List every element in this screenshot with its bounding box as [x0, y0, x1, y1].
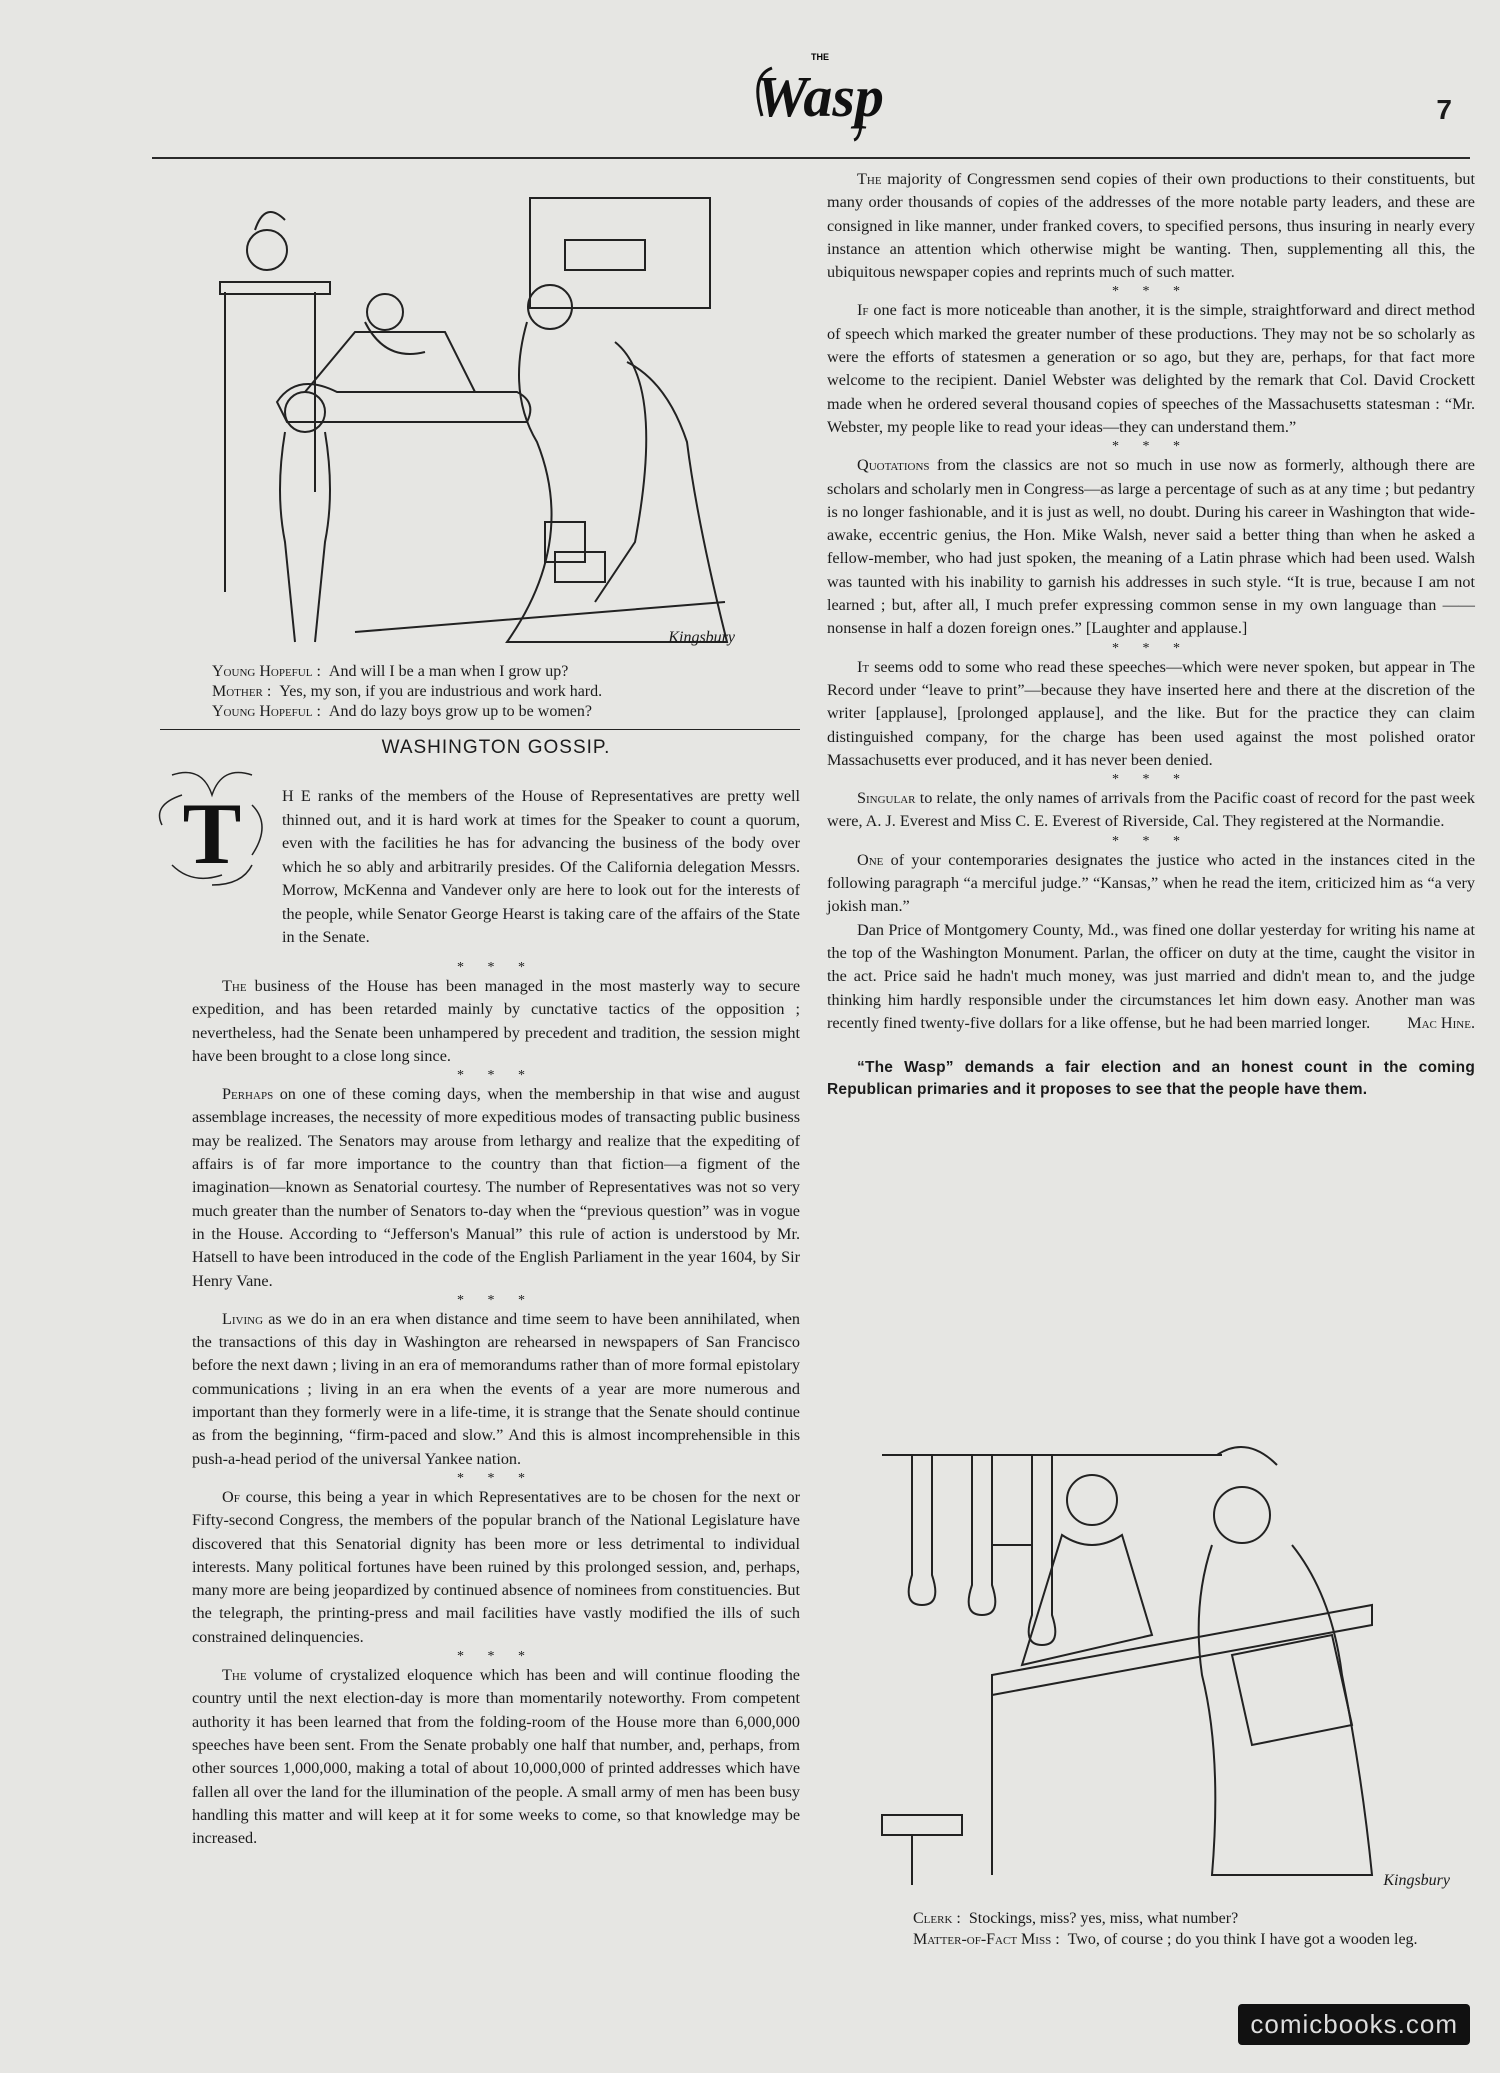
paragraph: The business of the House has been managed in the most masterly way to secure expedition, and has been retarded mainly by cunctative tactics of the opposition ; nevertheless, had the Senate been unhampered by precedent and tradition, the session might have been brought to a close long since.	[192, 977, 800, 1065]
left-column	[192, 960, 800, 1850]
separator-stars: * * *	[457, 960, 535, 975]
caption-line: Young Hopeful : And do lazy boys grow up to be women?	[212, 703, 592, 720]
separator-stars: * * *	[457, 1649, 535, 1665]
caption-line: Matter-of-Fact Miss : Two, of course ; do you think I have got a wooden leg.	[913, 1931, 1418, 1948]
separator-stars: * * *	[1112, 833, 1190, 849]
separator-stars: * * *	[457, 1470, 535, 1486]
caption-text: And will I be a man when I grow up?	[328, 663, 569, 680]
caption-speaker: Young Hopeful	[212, 703, 313, 720]
illustration-signature: Kingsbury	[1383, 1872, 1450, 1889]
masthead	[0, 36, 1500, 146]
section-rule	[160, 729, 800, 730]
illustration-caption	[212, 662, 772, 722]
editorial-notice: “The Wasp” demands a fair election and an honest count in the coming Republican primaries and it proposes to see that the people have them.	[827, 1059, 1475, 1099]
caption-text: Yes, my son, if you are industrious and work hard.	[279, 683, 603, 700]
illustration-stocking-shop	[872, 1425, 1460, 1895]
right-column	[827, 168, 1475, 1101]
separator-stars: * * *	[457, 1068, 535, 1084]
page-number: 7	[1436, 94, 1452, 125]
illustration-caption	[873, 1908, 1463, 1950]
dropcap-letter: T	[182, 786, 242, 883]
article-title: WASHINGTON GOSSIP.	[381, 737, 611, 758]
caption-line: Clerk : Stockings, miss? yes, miss, what number?	[913, 1910, 1239, 1927]
caption-text: And do lazy boys grow up to be women?	[328, 703, 592, 720]
paragraph: One of your contemporaries designates the justice who acted in the instances cited in the following paragraph “a merciful judge.” “Kansas,” when he read the item, criticized him as “a very jokish man.”	[827, 850, 1475, 916]
article-first-paragraph: H E ranks of the members of the House of Representatives are pretty well thinned out, and it is hard work at times for the Speaker to count a quorum, even with the facilities he has for advancing the business of the body over which he so ably and arbitrarily presides. Of the California delegation Messrs. Morrow, McKenna and Vandever only are here to look out for the interests of the people, while Senator George Hearst is taking care of the affairs of the State in the Senate.	[282, 787, 801, 946]
masthead-rule	[152, 157, 1470, 159]
paragraph: It seems odd to some who read these speeches—which were never spoken, but appear in The Record under “leave to print”—because they have inserted here and there at the discretion of the writer [applause], [prolonged applause], and the like. But for the practice they can claim distinguished company, for the charge has been used against the most polished orator Massachusetts ever produced, and it has never been denied.	[827, 657, 1476, 769]
article-signature: Mac Hine.	[1407, 1013, 1475, 1032]
paragraph: Quotations from the classics are not so much in use now as formerly, although there are scholars and scholarly men in Congress—as large a percentage of such as at any time ; but pedantry is no longer fashionable, and it is just as well, no doubt. During his career in Washington that wide-awake, eccentric genius, the Hon. Mike Walsh, never said a better thing than when he asked a fellow-member, who had just spoken, the meaning of a Latin phrase which had been used. Walsh was taunted with his inability to garnish his addresses in such style. “It is true, because I am not learned ; but, after all, I much prefer expressing common sense in my own language than —— nonsense in half a dozen foreign ones.” [Laughter and applause.]	[827, 456, 1475, 638]
separator-stars: * * *	[1112, 640, 1190, 656]
illustration-mother-and-son	[215, 192, 745, 652]
caption-line: Mother : Yes, my son, if you are industrious and work hard.	[212, 683, 603, 700]
logo-text: Wasp	[756, 64, 884, 129]
caption-speaker: Mother	[212, 683, 263, 700]
paragraph: The majority of Congressmen send copies of their own productions to their constituents, but many order thousands of copies of the addresses of the more notable party leaders, and these are consigned in like manner, under franked covers, to specified persons, thus insuring in nearly every instance an attention which otherwise might be wanting. Then, supplementing all this, the ubiquitous newspaper copies and reprints much of such matter.	[827, 170, 1476, 282]
separator-stars: * * *	[1112, 439, 1190, 455]
paragraph: Dan Price of Montgomery County, Md., was fined one dollar yesterday for writing his name at the top of the Washington Monument. Parlan, the officer on duty at the time, caught the visitor in the act. Price said he hadn't much money, was just married and didn't mean to, and the judge thinking him hardly responsible under the circumstances let him down easy. Another man was recently fined twenty-five dollars for a like offense, but he had been married longer. Mac Hine.	[827, 919, 1475, 1035]
separator-stars: * * *	[457, 1292, 535, 1308]
caption-speaker: Young Hopeful	[212, 663, 313, 680]
paragraph: If one fact is more noticeable than another, it is the simple, straightforward and direct method of speech which marked the greater number of these productions. They may not be so scholarly as were the efforts of statesmen a generation or so ago, but they are, perhaps, for that fact more welcome to the recipient. Daniel Webster was delighted by the remark that Col. David Crockett made when he ordered several thousand copies of speeches of the Massachusetts statesman : “Mr. Webster, my people like to read your ideas—they can understand them.”	[827, 301, 1475, 436]
paragraph: Perhaps on one of these coming days, when the membership in that wise and august assemblage increases, the necessity of more expeditious modes of transacting public business may be realized. The Senators may arouse from lethargy and realize that the expediting of affairs is of far more importance to the country than that fiction—a figment of the imagination—known as Senatorial courtesy. The number of Representatives was not so very much greater than the number of Senators to-day when the “previous question” was in vogue in the House. According to “Jefferson's Manual” this rule of action is understood by Mr. Hatsell to have been introduced in the code of the English Parliament in the year 1604, by Sir Henry Vane.	[192, 1085, 800, 1290]
illustration-signature: Kingsbury	[668, 629, 735, 646]
paragraph: Singular to relate, the only names of arrivals from the Pacific coast of record for the past week were, A. J. Everest and Miss C. E. Everest of Riverside, Cal. They registered at the Normandie.	[827, 789, 1475, 831]
wasp-logo	[740, 46, 900, 146]
separator-stars: * * *	[1112, 772, 1190, 788]
paragraph: Of course, this being a year in which Representatives are to be chosen for the next or Fifty-second Congress, the members of the popular branch of the National Legislature have discovered that this Senatorial dignity has been more or less detrimental to individual interests. Many political fortunes have been ruined by this prolonged session, and, perhaps, many more are being jeopardized by continued absence of nominees from constituencies. But the telegraph, the printing-press and mail facilities have vastly modified the ills of such constrained delinquencies.	[192, 1487, 801, 1646]
paragraph: The volume of crystalized eloquence which has been and will continue flooding the country until the next election-day is more than momentarily noteworthy. From competent authority it has been learned that from the folding-room of the House more than 6,000,000 speeches have been sent. From the Senate probably one half that number, and, perhaps, from other sources 1,000,000, making a total of about 10,000,000 of printed addresses which have fallen all over the land for the illumination of the people. A small army of men has been busy handling this matter and will keep at it for some weeks to come, so that knowledge may be increased.	[192, 1666, 800, 1848]
separator-stars: * * *	[1112, 284, 1190, 300]
watermark: comicbooks.com	[1238, 2004, 1470, 2045]
logo-prefix: THE	[811, 52, 829, 62]
caption-line: Young Hopeful : And will I be a man when I grow up?	[212, 663, 569, 680]
paragraph: Living as we do in an era when distance and time seem to have been annihilated, when the transactions of this day in Washington are rehearsed in newspapers of San Francisco before the next dawn ; living in an era of memorandums rather than of more formal epistolary communications ; living in an era when the events of a year are more numerous and important than they formerly were in a life-time, it is strange that the Senate should continue as from the beginning, “firm-paced and slow.” And this is almost incomprehensible in this push-a-head period of the universal Yankee nation.	[192, 1309, 801, 1468]
